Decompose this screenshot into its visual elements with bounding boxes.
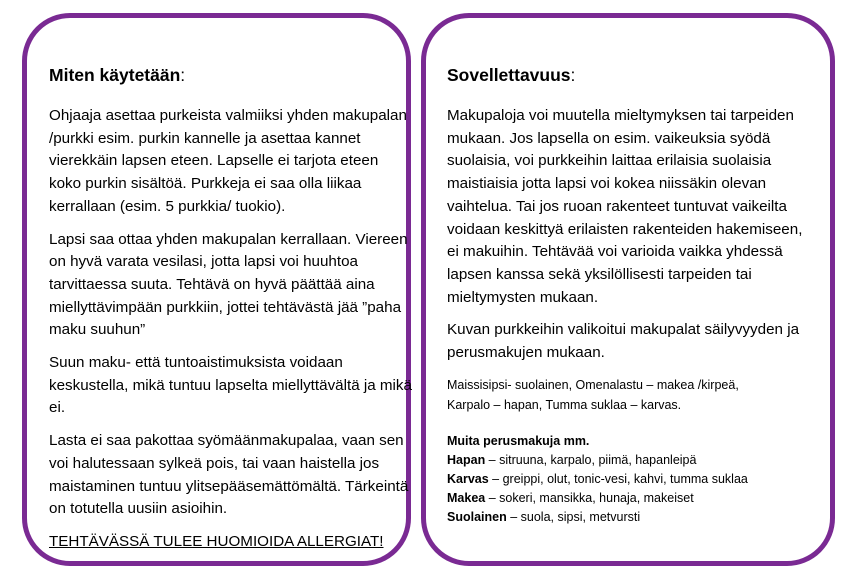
taste-name: Suolainen — [447, 509, 507, 524]
basic-tastes-title: Muita perusmakuja mm. — [447, 433, 590, 448]
usage-paragraph: Lasta ei saa pakottaa syömäänmakupalaa, vaan sen voi halutessaan sylkeä pois, tai vaan haistella jos maistaminen tuntuu ylitsepääsemättömältä. Tärkeintä on totutella uusiin asioihin. — [49, 432, 409, 518]
taste-examples: – sokeri, mansikka, hunaja, makeiset — [485, 490, 694, 505]
applicability-heading-colon: : — [570, 65, 576, 85]
taste-examples: – sitruuna, karpalo, piimä, hapanleipä — [485, 452, 697, 467]
usage-content — [49, 64, 412, 564]
taste-examples: – greippi, olut, tonic-vesi, kahvi, tumma suklaa — [488, 471, 748, 486]
usage-heading — [49, 64, 406, 86]
taste-item — [447, 451, 820, 470]
applicability-heading-text: Sovellettavuus — [447, 65, 571, 85]
taste-name: Hapan — [447, 452, 486, 467]
applicability-paragraph: Makupaloja voi muutella mieltymyksen tai tarpeiden mukaan. Jos lapsella on esim. vaikeuksia syödä suolaisia, voi purkkeihin laittaa erilaisia suolaisia maistiaisia jotta lapsi voi kokea niissäkin olevan vaihtelua. Tai jos ruoan rakenteet tuntuvat vaikeilta voidaan keskittyä erilaisten rakenteiden hakemiseen, ei makuihin. Tehtävää voi varioida vaikka yhdessä lapsen kanssa sekä yksilöllisesti tarpeiden tai mieltymysten mukaan. — [447, 107, 803, 306]
taste-name: Makea — [447, 490, 486, 505]
basic-tastes-list — [447, 432, 820, 527]
applicability-content — [447, 64, 830, 527]
usage-paragraph: Lapsi saa ottaa yhden makupalan kerrallaan. Viereen on hyvä varata vesilasi, jotta lapsi voi huuhtoa tarvittaessa suuta. Tehtävä on hyvä päättää aina miellyttävimpään purkkiin, jottei tehtävästä jää ”paha maku suuhun” — [49, 230, 408, 339]
taste-item — [447, 508, 820, 527]
applicability-heading — [447, 64, 830, 86]
taste-name: Karvas — [447, 471, 489, 486]
allergy-warning: TEHTÄVÄSSÄ TULEE HUOMIOIDA ALLERGIAT! — [49, 532, 384, 550]
taste-item — [447, 470, 820, 489]
usage-heading-text: Miten käytetään — [49, 65, 181, 85]
usage-heading-colon: : — [180, 65, 186, 85]
applicability-paragraph: Kuvan purkkeihin valikoitui makupalat säilyvyyden ja perusmakujen mukaan. — [447, 321, 800, 362]
usage-paragraph: Ohjaaja asettaa purkeista valmiiksi yhden makupalan /purkki esim. purkin kannelle ja asettaa kannet vierekkäin lapsen eteen. Lapselle ei tarjota eteen koko purkin sisältöä. Purkkeja ei saa olla liikaa kerrallaan (esim. 5 purkkia/ tuokio). — [49, 107, 407, 215]
taste-examples: – suola, sipsi, metvursti — [506, 509, 641, 524]
applicability-card — [421, 13, 835, 566]
snack-examples — [447, 375, 820, 416]
snack-example-line: Maissisipsi- suolainen, Omenalastu – makea /kirpeä, — [447, 377, 739, 392]
usage-card — [22, 13, 411, 566]
taste-item — [447, 489, 820, 508]
snack-example-line: Karpalo – hapan, Tumma suklaa – karvas. — [447, 398, 682, 413]
usage-paragraph: Suun maku- että tuntoaistimuksista voidaan keskustella, mikä tuntuu lapselta miellyttävältä ja mikä ei. — [49, 354, 412, 417]
